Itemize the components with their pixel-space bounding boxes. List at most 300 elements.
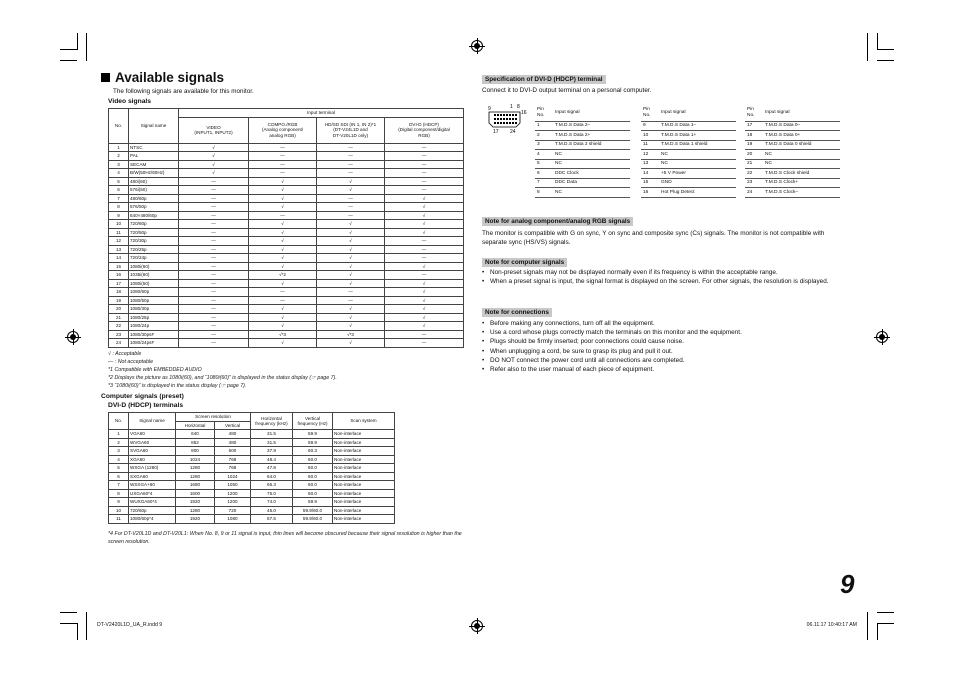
cell-pin-no: 20 — [745, 150, 763, 160]
cell-compo-rgb: √ — [249, 186, 317, 195]
cell-signal-name: 720/25p — [129, 245, 179, 254]
table-row — [745, 169, 840, 179]
analog-note-text: The monitor is compatible with G on sync, Y on sync and composite sync (Cs) signals. The monitor is not compatible with separate sync (HS/VS) signals. — [482, 230, 825, 247]
cell-video: — — [179, 296, 249, 305]
col-signal-name: Signal name — [129, 413, 176, 430]
cell-no: 7 — [109, 481, 129, 490]
col-vertical: Vertical — [215, 421, 251, 430]
cell-dvi-d: — — [385, 339, 464, 348]
cell-input-signal: GND — [659, 178, 736, 188]
cell-input-signal: NC — [553, 150, 630, 160]
cell-dvi-d: √ — [385, 322, 464, 331]
cell-no: 17 — [109, 279, 129, 288]
cell-pin-no: 19 — [745, 140, 763, 150]
cell-video: — — [179, 305, 249, 314]
table-row — [109, 237, 464, 246]
table-row — [109, 254, 464, 263]
cell-input-signal: T.M.D.S Data 0+ — [763, 131, 840, 141]
table-row — [535, 169, 630, 179]
cell-compo-rgb: — — [249, 288, 317, 297]
registration-mark-left-icon — [67, 331, 79, 343]
cell-video: √ — [179, 143, 249, 152]
cell-pin-no: 10 — [641, 131, 659, 141]
cell-horizontal: 1680 — [176, 481, 215, 490]
cell-dvi-d: √ — [385, 313, 464, 322]
cell-signal-name: B/W(50Hz/60Hz) — [129, 169, 179, 178]
cell-signal-name: 480/60p — [129, 194, 179, 203]
cell-vertical: 720 — [215, 506, 251, 515]
table-row — [745, 188, 840, 198]
cell-compo-rgb: √ — [249, 262, 317, 271]
cell-horizontal-frequency: 47.8 — [251, 464, 293, 473]
cell-no: 8 — [109, 489, 129, 498]
cell-no: 20 — [109, 305, 129, 314]
cell-hd-sd-sdi: √ — [317, 305, 385, 314]
cell-no: 5 — [109, 177, 129, 186]
cell-horizontal-frequency: 74.0 — [251, 498, 293, 507]
cell-horizontal-frequency: 64.0 — [251, 472, 293, 481]
cell-horizontal: 640 — [176, 430, 215, 439]
cell-hd-sd-sdi: √ — [317, 177, 385, 186]
cell-compo-rgb: — — [249, 211, 317, 220]
table-row — [745, 178, 840, 188]
cell-input-signal: T.M.D.S Data 1+ — [659, 131, 736, 141]
table-row — [109, 296, 464, 305]
cell-scan-system: Non-interlace — [333, 481, 395, 490]
cell-dvi-d: √ — [385, 288, 464, 297]
cell-vertical: 1050 — [215, 481, 251, 490]
cell-hd-sd-sdi: √ — [317, 237, 385, 246]
cell-compo-rgb: — — [249, 160, 317, 169]
cell-video: — — [179, 237, 249, 246]
cell-vertical-frequency: 60.0 — [293, 481, 333, 490]
cell-pin-no: 4 — [535, 150, 553, 160]
cell-signal-name: WVGA60 — [129, 438, 176, 447]
cell-horizontal-frequency: 45.0 — [251, 506, 293, 515]
cell-no: 23 — [109, 330, 129, 339]
table-row — [745, 140, 840, 150]
cell-input-signal: T.M.D.S Data 2 shield — [553, 140, 630, 150]
table-row — [535, 131, 630, 141]
cell-signal-name: 720/30p — [129, 237, 179, 246]
cell-signal-name: 1080/24psF — [129, 339, 179, 348]
cell-dvi-d: √ — [385, 194, 464, 203]
cell-hd-sd-sdi: √ — [317, 322, 385, 331]
cell-no: 4 — [109, 455, 129, 464]
cell-hd-sd-sdi: — — [317, 194, 385, 203]
connections-note-heading: Note for connections — [482, 308, 552, 317]
cell-pin-no: 14 — [641, 169, 659, 179]
cell-vertical: 1200 — [215, 498, 251, 507]
dvi-spec-text: Connect it to DVI-D output terminal on a personal computer. — [482, 87, 652, 94]
cell-input-signal: +5 V Power — [659, 169, 736, 179]
cell-no: 7 — [109, 194, 129, 203]
computer-signals-heading: Computer signals (preset) — [101, 393, 184, 400]
cell-pin-no: 24 — [745, 188, 763, 198]
cell-video: √ — [179, 160, 249, 169]
col-pin-no: Pin No. — [535, 105, 553, 121]
cell-vertical-frequency: 59.9/60.0 — [293, 515, 333, 524]
table-row — [109, 515, 395, 524]
cell-signal-name: 1080i(50) — [129, 279, 179, 288]
cell-hd-sd-sdi: √ — [317, 245, 385, 254]
cell-video: — — [179, 194, 249, 203]
cell-no: 22 — [109, 322, 129, 331]
cell-input-signal: DDC Clock — [553, 169, 630, 179]
table-row — [745, 159, 840, 169]
cell-no: 1 — [109, 143, 129, 152]
video-signals-heading: Video signals — [108, 98, 151, 105]
list-item: • When unplugging a cord, be sure to grasp its plug and pull it out. — [482, 347, 846, 356]
cell-hd-sd-sdi: √*3 — [317, 330, 385, 339]
slug-timestamp: 06.11.17 10:40:17 AM — [806, 622, 857, 628]
cell-input-signal: DDC Data — [553, 178, 630, 188]
table-row — [109, 447, 395, 456]
cell-compo-rgb: — — [249, 296, 317, 305]
table-row — [535, 178, 630, 188]
cell-no: 3 — [109, 160, 129, 169]
list-item: • Plugs should be firmly inserted; poor connections could cause noise. — [482, 337, 846, 346]
cell-vertical: 480 — [215, 438, 251, 447]
cell-dvi-d: √ — [385, 211, 464, 220]
col-horizontal-frequency: Horizontal frequency (kHz) — [251, 413, 293, 430]
cell-compo-rgb: √ — [249, 194, 317, 203]
list-item: • Refer also to the user manual of each piece of equipment. — [482, 365, 846, 374]
connector-label-9: 9 — [488, 106, 491, 112]
cell-hd-sd-sdi: √ — [317, 339, 385, 348]
cell-dvi-d: — — [385, 169, 464, 178]
cell-no: 12 — [109, 237, 129, 246]
cell-vertical-frequency: 59.9 — [293, 498, 333, 507]
cell-compo-rgb: √ — [249, 237, 317, 246]
cell-signal-name: 480i(60) — [129, 177, 179, 186]
col-no: No. — [109, 413, 129, 430]
cell-video: — — [179, 254, 249, 263]
cell-no: 15 — [109, 262, 129, 271]
cell-hd-sd-sdi: √ — [317, 313, 385, 322]
table-row — [535, 140, 630, 150]
cell-scan-system: Non-interlace — [333, 447, 395, 456]
note-3: *3 “1080i(60)” is displayed in the status display (☞ page 7). — [108, 383, 247, 390]
table-row — [109, 313, 464, 322]
cell-signal-name: 1080/30psF — [129, 330, 179, 339]
table-row — [109, 228, 464, 237]
cell-pin-no: 11 — [641, 140, 659, 150]
cell-horizontal: 1920 — [176, 515, 215, 524]
cell-signal-name: PAL — [129, 152, 179, 161]
square-bullet-icon — [101, 73, 110, 82]
cell-pin-no: 12 — [641, 150, 659, 160]
cell-no: 4 — [109, 169, 129, 178]
cell-no: 9 — [109, 498, 129, 507]
cell-dvi-d: √ — [385, 203, 464, 212]
cell-scan-system: Non-interlace — [333, 506, 395, 515]
cell-horizontal-frequency: 31.5 — [251, 430, 293, 439]
cell-video: — — [179, 330, 249, 339]
dvi-terminals-heading: DVI-D (HDCP) terminals — [108, 402, 184, 409]
cell-no: 21 — [109, 313, 129, 322]
cell-dvi-d: √ — [385, 296, 464, 305]
cell-pin-no: 22 — [745, 169, 763, 179]
connector-label-24: 24 — [510, 129, 516, 135]
list-item: • Before making any connections, turn off all the equipment. — [482, 319, 846, 328]
cell-no: 3 — [109, 447, 129, 456]
table-row — [109, 489, 395, 498]
col-signal-name: Signal name — [129, 109, 179, 144]
cell-compo-rgb: √ — [249, 254, 317, 263]
table-row — [109, 194, 464, 203]
cell-scan-system: Non-interlace — [333, 430, 395, 439]
slug-file-name: DT-V2420L1D_UA_R.indd 9 — [97, 622, 163, 628]
cell-no: 16 — [109, 271, 129, 280]
pin-table-2 — [641, 105, 736, 198]
col-compo-rgb: COMPO./RGB (Analog component/ analog RGB) — [249, 117, 317, 143]
cell-video: — — [179, 203, 249, 212]
cell-signal-name: 720/24p — [129, 254, 179, 263]
cell-no: 11 — [109, 515, 129, 524]
col-no: No. — [109, 109, 129, 144]
cell-scan-system: Non-interlace — [333, 455, 395, 464]
table-row — [109, 330, 464, 339]
cell-horizontal-frequency: 31.5 — [251, 438, 293, 447]
list-item: • When a preset signal is input, the signal format is displayed on the screen. For other signals, the resolution is displayed. — [482, 277, 846, 286]
cell-hd-sd-sdi: √ — [317, 262, 385, 271]
cell-horizontal-frequency: 67.5 — [251, 515, 293, 524]
computer-note-list — [482, 268, 846, 286]
table-row — [641, 131, 736, 141]
cell-hd-sd-sdi: √ — [317, 220, 385, 229]
table-row — [109, 339, 464, 348]
col-hd-sd-sdi: HD/SD SDI (IN 1, IN 2)*1 (DT-V24L1D and DT-V20L1D only) — [317, 117, 385, 143]
cell-compo-rgb: √ — [249, 228, 317, 237]
cell-input-signal: NC — [763, 159, 840, 169]
pin-table-3 — [745, 105, 840, 198]
cell-video: — — [179, 339, 249, 348]
cell-signal-name: 720/50p — [129, 228, 179, 237]
cell-input-signal: T.M.D.S Clock– — [763, 188, 840, 198]
cell-pin-no: 23 — [745, 178, 763, 188]
table-row — [109, 271, 464, 280]
col-input-terminal: Input terminal — [179, 109, 464, 118]
cell-input-signal: NC — [659, 150, 736, 160]
cell-vertical-frequency: 59.9/60.0 — [293, 506, 333, 515]
cell-compo-rgb: √*2 — [249, 271, 317, 280]
cell-compo-rgb: √ — [249, 245, 317, 254]
cell-compo-rgb: √ — [249, 305, 317, 314]
cell-signal-name: 1080/60p*4 — [129, 515, 176, 524]
cell-input-signal: T.M.D.S Data 2– — [553, 121, 630, 131]
table-row — [109, 152, 464, 161]
col-pin-no: Pin No. — [641, 105, 659, 121]
cell-signal-name: 720/60p — [129, 506, 176, 515]
cell-no: 24 — [109, 339, 129, 348]
col-screen-resolution: Screen resolution — [176, 413, 251, 422]
cell-horizontal: 852 — [176, 438, 215, 447]
registration-mark-right-icon — [876, 331, 888, 343]
cell-dvi-d: — — [385, 330, 464, 339]
cell-horizontal: 1600 — [176, 489, 215, 498]
cell-hd-sd-sdi: — — [317, 288, 385, 297]
table-row — [641, 140, 736, 150]
cell-hd-sd-sdi: √ — [317, 186, 385, 195]
cell-video: — — [179, 245, 249, 254]
cell-vertical: 1200 — [215, 489, 251, 498]
cell-vertical: 480 — [215, 430, 251, 439]
cell-vertical: 768 — [215, 464, 251, 473]
cell-video: — — [179, 288, 249, 297]
cell-horizontal: 1024 — [176, 455, 215, 464]
table-row — [641, 159, 736, 169]
col-horizontal: Horizontal — [176, 421, 215, 430]
page-number: 9 — [840, 569, 855, 599]
cell-dvi-d: √ — [385, 228, 464, 237]
table-row — [109, 160, 464, 169]
table-row — [109, 472, 395, 481]
cell-input-signal: Hot Plug Detect — [659, 188, 736, 198]
cell-no: 10 — [109, 220, 129, 229]
cell-vertical-frequency: 60.0 — [293, 464, 333, 473]
cell-video: — — [179, 271, 249, 280]
cell-compo-rgb: √ — [249, 279, 317, 288]
cell-video: — — [179, 322, 249, 331]
connector-label-17: 17 — [493, 129, 499, 135]
cell-signal-name: UXGA60*4 — [129, 489, 176, 498]
cell-compo-rgb: √ — [249, 339, 317, 348]
cell-video: √ — [179, 169, 249, 178]
cell-no: 10 — [109, 506, 129, 515]
cell-pin-no: 18 — [745, 131, 763, 141]
cell-dvi-d: √ — [385, 220, 464, 229]
cell-input-signal: NC — [763, 150, 840, 160]
table-row — [745, 121, 840, 131]
table-row — [745, 131, 840, 141]
cell-signal-name: VGA60 — [129, 430, 176, 439]
cell-dvi-d: — — [385, 152, 464, 161]
cell-horizontal: 1280 — [176, 472, 215, 481]
col-input-signal: Input signal — [553, 105, 630, 121]
table-row — [535, 159, 630, 169]
cell-signal-name: SECAM — [129, 160, 179, 169]
cell-scan-system: Non-interlace — [333, 498, 395, 507]
list-item: • Non-preset signals may not be displayed normally even if its frequency is within the acceptable range. — [482, 268, 846, 277]
table-row — [641, 121, 736, 131]
cell-pin-no: 7 — [535, 178, 553, 188]
cell-video: — — [179, 262, 249, 271]
col-input-signal: Input signal — [659, 105, 736, 121]
cell-video: — — [179, 177, 249, 186]
cell-dvi-d: — — [385, 177, 464, 186]
cell-hd-sd-sdi: — — [317, 211, 385, 220]
table-row — [109, 305, 464, 314]
cell-horizontal-frequency: 48.4 — [251, 455, 293, 464]
cell-input-signal: T.M.D.S Data 0 shield — [763, 140, 840, 150]
cell-pin-no: 6 — [535, 169, 553, 179]
cell-signal-name: 1035i(60) — [129, 271, 179, 280]
cell-horizontal: 1280 — [176, 464, 215, 473]
cell-signal-name: 640×480/60p — [129, 211, 179, 220]
cell-video: — — [179, 220, 249, 229]
cell-compo-rgb: √ — [249, 177, 317, 186]
table-row — [109, 245, 464, 254]
cell-pin-no: 9 — [641, 121, 659, 131]
connections-note-list — [482, 319, 846, 374]
video-notes — [108, 350, 337, 390]
list-item: • DO NOT connect the power cord until all connections are completed. — [482, 356, 846, 365]
table-row — [109, 177, 464, 186]
cell-scan-system: Non-interlace — [333, 472, 395, 481]
cell-signal-name: 576i(50) — [129, 186, 179, 195]
footnote-4: *4 For DT-V20L1D and DT-V20L1: When No. 8, 9 or 11 signal is input, thin lines will become obscured because their signal resolution is higher than the screen resolution. — [108, 531, 462, 545]
cell-signal-name: 1080/50p — [129, 296, 179, 305]
table-row — [109, 288, 464, 297]
cell-scan-system: Non-interlace — [333, 515, 395, 524]
cell-dvi-d: — — [385, 271, 464, 280]
col-dvi-d: DVI-D (HDCP) (Digital component/digital RGB) — [385, 117, 464, 143]
note-not-acceptable: — : Not acceptable — [108, 359, 154, 366]
cell-no: 11 — [109, 228, 129, 237]
page-title: Available signals — [101, 70, 224, 85]
cell-horizontal-frequency: 37.9 — [251, 447, 293, 456]
table-row — [535, 188, 630, 198]
connector-label-16: 16 — [521, 110, 527, 116]
col-video: VIDEO (INPUT1, INPUT2) — [179, 117, 249, 143]
cell-video: — — [179, 186, 249, 195]
cell-signal-name: WUXGA60*4 — [129, 498, 176, 507]
cell-no: 2 — [109, 152, 129, 161]
cell-input-signal: T.M.D.S Data 1– — [659, 121, 736, 131]
cell-vertical-frequency: 59.9 — [293, 430, 333, 439]
cell-hd-sd-sdi: — — [317, 169, 385, 178]
cell-compo-rgb: — — [249, 143, 317, 152]
table-row — [109, 262, 464, 271]
table-row — [109, 279, 464, 288]
table-row — [109, 438, 395, 447]
computer-note-heading: Note for computer signals — [482, 258, 567, 267]
registration-mark-bottom-icon — [471, 620, 483, 632]
cell-signal-name: 1080/25p — [129, 313, 179, 322]
col-scan-system: Scan system — [333, 413, 395, 430]
cell-vertical: 1024 — [215, 472, 251, 481]
note-1: *1 Compatible with EMBEDDED AUDIO — [108, 367, 202, 374]
cell-signal-name: 1080/24p — [129, 322, 179, 331]
pin-table-1 — [535, 105, 630, 198]
cell-compo-rgb: — — [249, 152, 317, 161]
cell-compo-rgb: √ — [249, 203, 317, 212]
cell-no: 2 — [109, 438, 129, 447]
cell-pin-no: 8 — [535, 188, 553, 198]
list-item: • Use a cord whose plugs correctly match the terminals on this monitor and the equipment. — [482, 328, 846, 337]
table-row — [109, 464, 395, 473]
cell-vertical: 600 — [215, 447, 251, 456]
cell-hd-sd-sdi: √ — [317, 279, 385, 288]
table-row — [109, 455, 395, 464]
cell-hd-sd-sdi: √ — [317, 254, 385, 263]
cell-hd-sd-sdi: — — [317, 143, 385, 152]
cell-pin-no: 13 — [641, 159, 659, 169]
analog-note-heading: Note for analog component/analog RGB signals — [482, 217, 633, 226]
cell-vertical: 768 — [215, 455, 251, 464]
cell-input-signal: NC — [659, 159, 736, 169]
cell-compo-rgb: √ — [249, 313, 317, 322]
cell-video: — — [179, 228, 249, 237]
cell-signal-name: WSXGA+60 — [129, 481, 176, 490]
cell-vertical-frequency: 59.9 — [293, 438, 333, 447]
table-row — [745, 150, 840, 160]
cell-dvi-d: √ — [385, 279, 464, 288]
table-row — [641, 150, 736, 160]
dvi-connector-icon — [485, 101, 530, 136]
cell-signal-name: NTSC — [129, 143, 179, 152]
